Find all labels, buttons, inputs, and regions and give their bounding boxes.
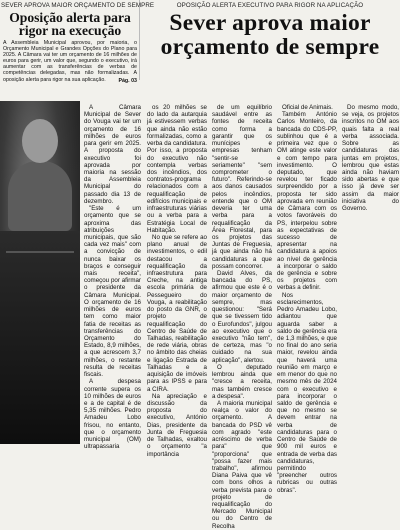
article-column-2 [147, 104, 207, 458]
article-column-1 [84, 104, 141, 451]
photo-figure-head [22, 119, 58, 163]
article-paragraph: "Este é um orçamento que se aproxima das atribuições municipais, que são cada vez mais" com a convicção de nunca baixar os braços e conseguir mais receita", começou por afirmar o presidente da Câmara Municipal. O orçamento de 16 milhões de euros tem como maior fatia de receitas as transferências do Orçamento do Estado, 8,9 milhões, a que acrescem 3,7 milhões, o restante resulta de receitas fiscais. [84, 205, 141, 379]
article-paragraph: A maioria municipal realça o valor do orçamento. A bancada do PSD vê com agrado "este acréscimo de verba para" que "proporciona" que "possa fazer mais trabalho", afirmou Diana Paiva que vê com bons olhos a verba prevista para o projeto de requalificação do Mercado Municipal ou do Centro de Recolha [212, 399, 272, 530]
photo-figure-body [8, 161, 72, 231]
article-paragraph: Na apreciação e discussão da proposta do executivo, António Dias, presidente da Junta de Freguesia de Talhadas, exaltou o orçamento "a importância [147, 392, 207, 458]
sidebar-page-ref: Pág. 03 [118, 77, 137, 84]
sidebar-body [1, 40, 139, 84]
article-paragraph: A Câmara Municipal de Sever do Vouga vai ter um orçamento de 16 milhões de euros para gerir em 2025. A proposta do executivo foi aprovada por maioria na sessão da Assembleia Municipal do passado dia 13 de dezembro. [84, 104, 141, 205]
article-column-5 [342, 104, 399, 444]
article-paragraph: Também António Carlos Monteiro, da bancada do CDS-PP, sublinhou que é a primeira vez que o OM atinge este valor e com tempo para investimento. O deputado, que revelou ter ficado surpreendido por a proposta ter sido aprovada em reunião de Câmara com os votos favoráveis do PS, interpelou sobre as expectativas de sucesso de apresentar na candidatura a apoios ao nível de gerência a incorporar o saldo de gerência e sobre os projetos com verbas a definir. [277, 111, 337, 292]
article-paragraph: No que se refere ao plano anual de investimentos, o edil destacou a requalificação da infraestrutura para Creche, na antiga escola primária de Pessegueiro do Vouga, a reabilitação do posto da GNR, o projeto de requalificação do Centro de Saúde de Talhadas, reabilitação de rede viária, obras no âmbito das cheias e ligação Estrada de Talhadas e a aquisição de imóveis para as IPSS e para a CIRA. [147, 233, 207, 393]
article-column-3 [212, 104, 272, 530]
article-paragraph: O deputado lembrou ainda que "cresce a receita, mas também cresce a despesa". [212, 363, 272, 400]
sidebar-headline: Oposição alerta para rigor na execução [9, 10, 131, 38]
article-paragraph: de um equilíbrio saudável entre as fontes de receita como forma a garantir que os munícipes e empresas tenham "sentir-se seriamente" "sem comprometer o futuro". Referindo-se aos danos causados pelos incêndios, entende que o OM deveria ter uma verba para a requalificação da Área Florestal, para os projetos das Juntas de Freguesia, já que ainda não há candidaturas a que possam concorrer. [212, 104, 272, 270]
photo-lower [0, 231, 80, 444]
sidebar-body-text: A Assembleia Municipal aprovou, por maioria, o Orçamento Municipal e Grandes Opções do Plano para 2025. A Câmara vai ter um orçamento de 16 milhões de euros para gerir, um valor que, segundo o executivo, irá aumentar com as transferências de verbas de competências delegadas, mas não formalizadas. A oposição alerta para rigor na sua aplicação. [3, 40, 137, 83]
article-paragraph: David Alves, da bancada do PS, afirmou que este é o maior orçamento de sempre, mas questionou: "Será que se tivessem tido o Eurofundos", julgou ao executivo que o executivo "não tem", de certeza, mas "o cuidado na sua aplicação", alertou. [212, 270, 272, 364]
sidebar-teaser [1, 0, 155, 84]
article-column-4 [277, 104, 337, 494]
article-paragraph: A despesa corrente supera os 10 milhões de euros e a de capital é de 5,35 milhões. Pedro Amadeu Lobo frisou, no entanto, que o orçamento municipal (OM) ultrapassaria [84, 378, 141, 451]
sidebar-kicker: SEVER APROVA MAIOR ORÇAMENTO DE SEMPRE [1, 2, 155, 9]
article-paragraph: Do mesmo modo, se veja, os projetos inscritos no OM aos quais falta a real verba associada. Sobre as candidaturas das juntas em projetos, lembrou que estas ainda não haviam sido abertas e que isso já deve ser assim da maior iniciativa do Governo. [342, 104, 399, 213]
article-headline: Sever aprova maior orçamento de sempre [160, 10, 380, 60]
article-paragraph: Oficial de Animais. [282, 104, 333, 111]
article-paragraph: os 20 milhões se do lado da autarquia já estivessem verbas que ainda não estão formalizadas, como a verba da candidatura. Por isso, a proposta do executivo não contempla verbas dos incêndios, dos contratos-programa relacionados com a requalificação de edifícios municipais e infraestruturas viárias ou a verba para a Estratégia Local de Habitação. [147, 104, 207, 234]
article-photo [0, 101, 80, 444]
photo-stripe [6, 251, 74, 253]
article-paragraph: Nos esclarecimentos, Pedro Amadeu Lobo, adiantou que aguarda saber a saldo de gerência era de 1,3 milhões, e que no final do ano seria maior, revelou ainda que haverá uma reunião em março e em menor do que no mesmo mês de 2024 com o executivo e para incorporar o saldo de gerência e que no mesmo se devem entrar na verba de candidaturas para o Centro de Saúde de 900 mil euros e entrada de verba das candidaturas, permitindo "preencher outros rubricas ou outras obras". [277, 291, 337, 494]
article-kicker: OPOSIÇÃO ALERTA EXECUTIVO PARA RIGOR NA APLICAÇÃO [176, 2, 364, 9]
